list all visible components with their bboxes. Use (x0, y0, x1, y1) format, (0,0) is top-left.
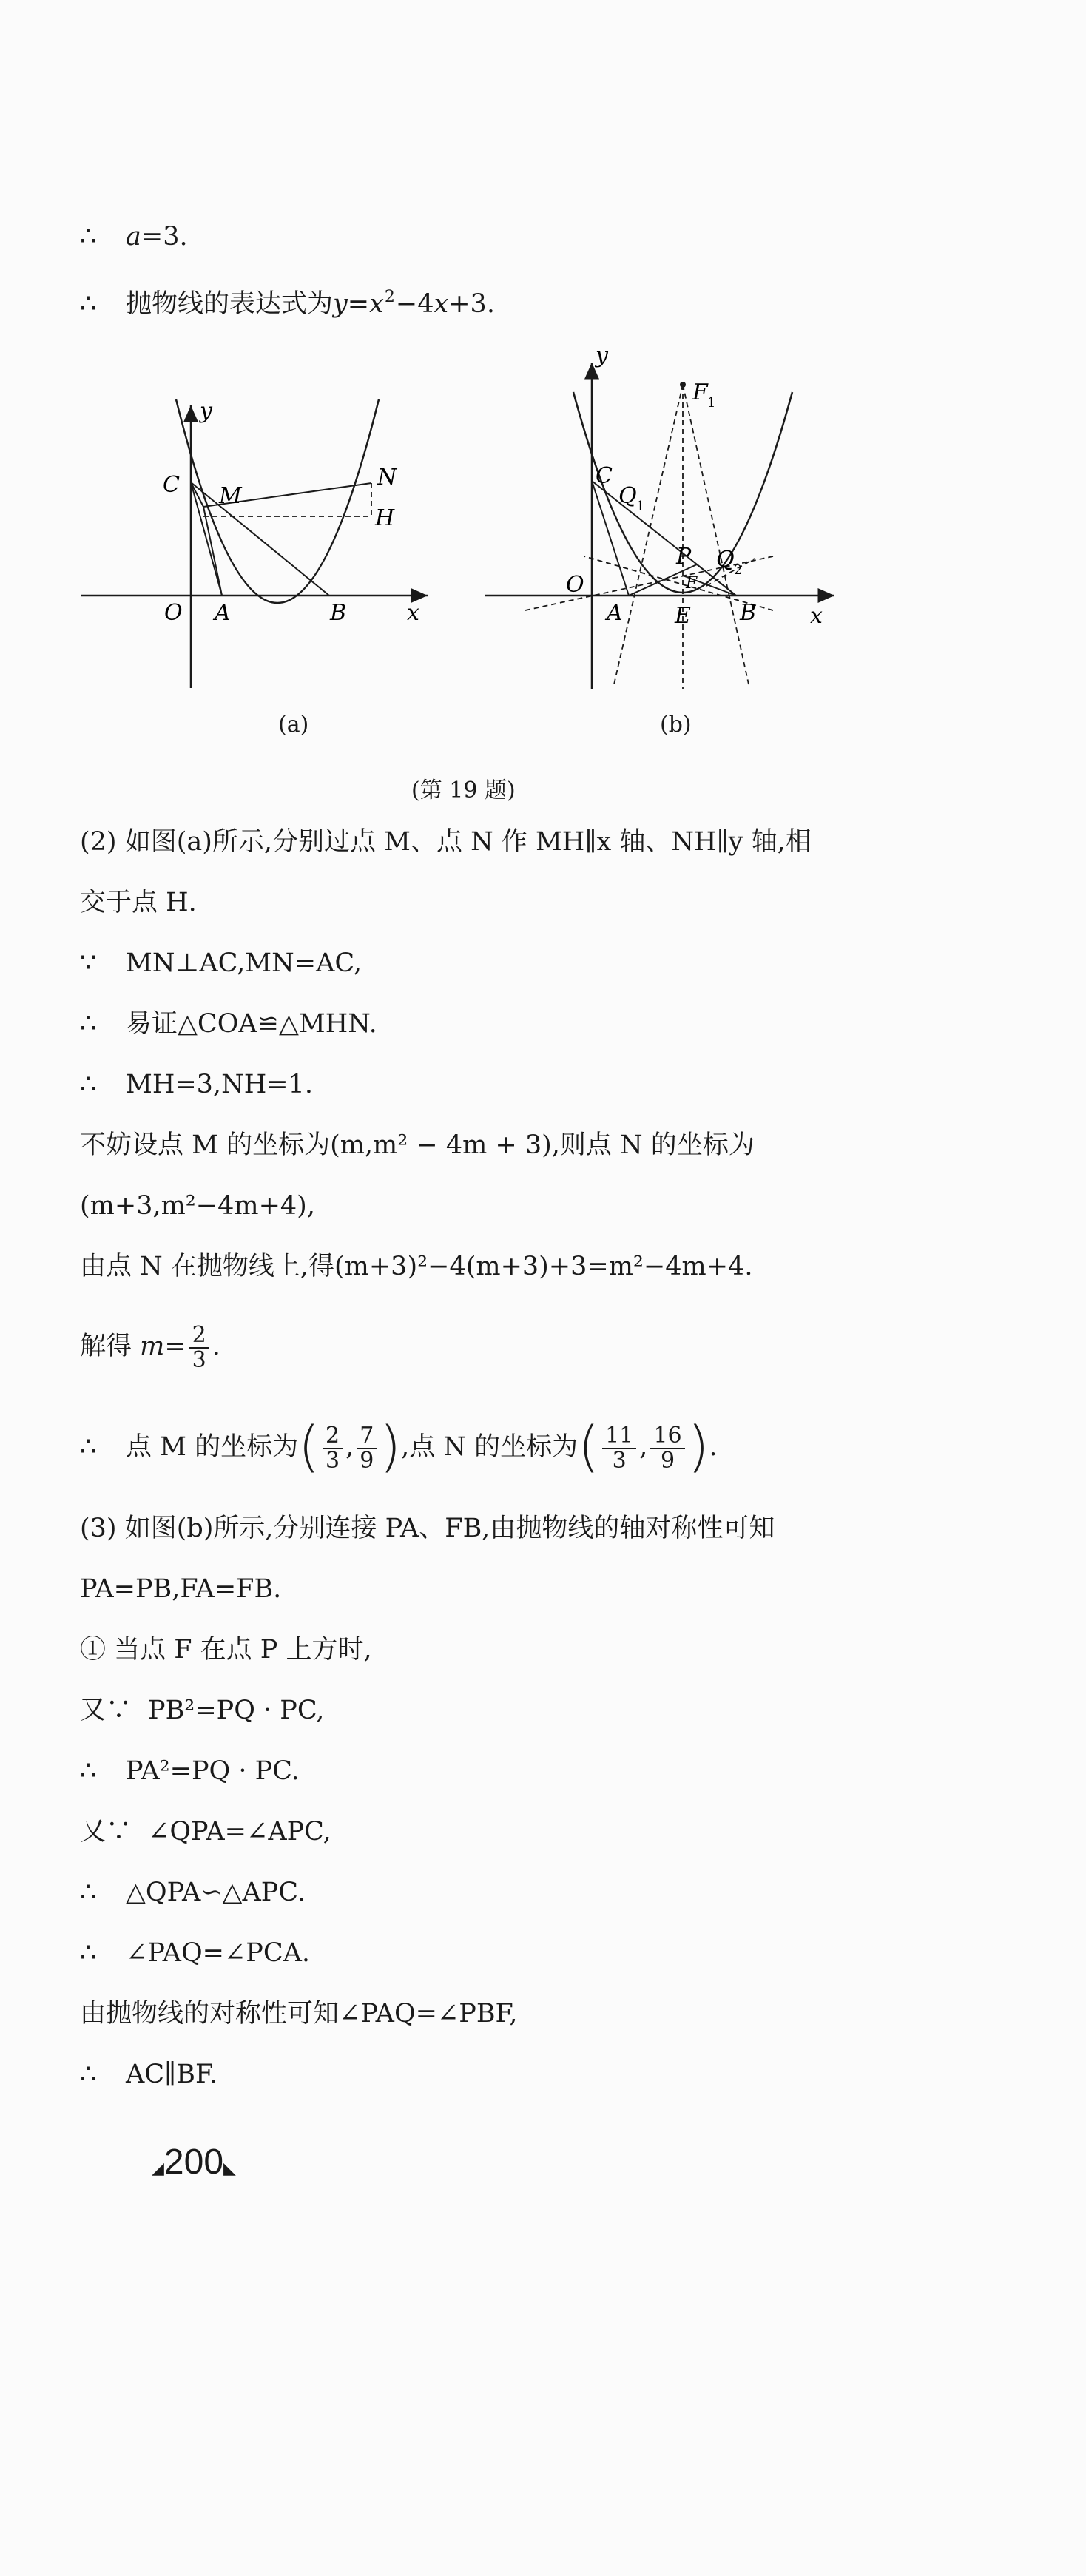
therefore-symbol: ∴ (80, 1432, 97, 1462)
therefore-symbol: ∴ (80, 1070, 97, 1099)
label-C: C (596, 463, 613, 489)
denominator: 9 (660, 1447, 675, 1474)
term: −4 (395, 289, 434, 319)
paren: ) (380, 1415, 402, 1479)
fraction (323, 1424, 343, 1473)
p2-line-10: ∴ 点 M 的坐标为( $\frac{2}{3}$ , $\frac{7}{9}$ ),点 N 的坐标为( $\frac{11}{3}$ , $\frac{16}{9}$ ). (80, 1415, 718, 1479)
statement-text: MH=3,NH=1. (126, 1070, 313, 1099)
therefore-symbol: ∴ (80, 1009, 97, 1039)
label-A: A (607, 600, 623, 626)
numerator: 2 (189, 1324, 209, 1349)
statement-text: PA²=PQ · PC. (126, 1756, 300, 1786)
fraction (357, 1424, 377, 1473)
label-B: B (740, 600, 757, 626)
paren: ( (298, 1415, 320, 1479)
fraction-m (189, 1321, 209, 1373)
label-E: E (675, 603, 691, 629)
p3-line-10 (80, 2055, 217, 2094)
label-M: M (219, 483, 242, 509)
statement-text: MN⊥AC,MN=AC, (126, 948, 362, 978)
figure-a-caption: (a) (278, 712, 309, 738)
line-parabola-expression (80, 278, 495, 323)
therefore-symbol: ∴ (80, 222, 97, 252)
triangle-left-icon: ◢ (152, 2159, 164, 2177)
p3-line-5 (80, 1752, 300, 1790)
line-a-equals-3 (80, 218, 188, 256)
label-O: O (164, 600, 183, 626)
statement-text: 又 (80, 1817, 107, 1847)
triangle-right-icon: ◣ (223, 2159, 236, 2177)
label-y: y (596, 348, 608, 368)
p2-line-7: (m+3,m²−4m+4), (80, 1191, 315, 1221)
therefore-symbol: ∴ (80, 1878, 97, 1907)
figure-b (481, 348, 843, 703)
numerator: 11 (602, 1424, 636, 1449)
line-F1B-dashed (683, 385, 749, 684)
label-F1-subscript: 1 (707, 395, 716, 411)
statement-text: 解得 (80, 1332, 132, 1361)
p2-line-6: 不妨设点 M 的坐标为(m,m² − 4m + 3),则点 N 的坐标为 (80, 1130, 755, 1160)
denominator: 3 (325, 1447, 340, 1474)
p3-line-2: PA=PB,FA=FB. (80, 1574, 282, 1604)
statement-text: 点 M 的坐标为 (126, 1432, 299, 1462)
p2-line-3 (80, 944, 362, 982)
p3-line-6 (80, 1813, 331, 1851)
var-x: x (369, 289, 384, 319)
exponent: 2 (384, 288, 395, 306)
label-Q2-subscript: 2 (734, 562, 743, 578)
paren: ) (687, 1415, 709, 1479)
var-y: y (333, 289, 348, 319)
statement-text: PB²=PQ · PC, (148, 1696, 325, 1725)
p3-line-3: ① 当点 F 在点 P 上方时, (80, 1635, 372, 1665)
label-P: P (676, 544, 692, 570)
var-x: x (434, 289, 449, 319)
label-Q1-subscript: 1 (636, 499, 645, 514)
numerator: 2 (323, 1424, 343, 1449)
label-Q1: Q (618, 483, 637, 509)
because-symbol: ∵ (80, 948, 97, 978)
p3-line-8 (80, 1934, 310, 1972)
label-x: x (810, 603, 823, 629)
therefore-symbol: ∴ (80, 2060, 97, 2089)
statement-text: △QPA∽△APC. (126, 1878, 306, 1907)
because-symbol: ∵ (106, 1817, 132, 1847)
figure-b-caption: (b) (660, 712, 692, 738)
label-B: B (330, 600, 347, 626)
p2-line-5 (80, 1065, 313, 1104)
p3-line-7 (80, 1873, 306, 1912)
p3-line-4 (80, 1691, 325, 1730)
label-F: F (686, 574, 698, 593)
numerator: 16 (650, 1424, 684, 1449)
denominator: 3 (612, 1447, 627, 1474)
label-F1: F (692, 380, 708, 405)
because-symbol: ∵ (106, 1696, 132, 1725)
page-number-text: 200 (163, 2142, 224, 2182)
p2-line-1: (2) 如图(a)所示,分别过点 M、点 N 作 MH∥x 轴、NH∥y 轴,相 (80, 827, 812, 857)
statement-text: ∠QPA=∠APC, (148, 1817, 331, 1847)
label-C: C (163, 472, 180, 498)
therefore-symbol: ∴ (80, 1938, 97, 1968)
therefore-symbol: ∴ (80, 289, 97, 319)
segment-CA (191, 482, 222, 596)
eq-sign: = (347, 289, 370, 319)
var-m: m= (140, 1332, 186, 1361)
denominator: 3 (192, 1346, 206, 1373)
label-y: y (200, 398, 212, 424)
label-O: O (566, 572, 584, 598)
p3-line-1: (3) 如图(b)所示,分别连接 PA、FB,由抛物线的轴对称性可知 (80, 1514, 775, 1543)
denominator: 9 (360, 1447, 374, 1474)
figure-a (74, 385, 444, 703)
p2-line-4 (80, 1005, 377, 1043)
label-A: A (215, 600, 231, 626)
label-Q2: Q (716, 547, 735, 573)
p2-line-8: 由点 N 在抛物线上,得(m+3)²−4(m+3)+3=m²−4m+4. (80, 1252, 753, 1281)
paren: ( (578, 1415, 600, 1479)
page-number (152, 2142, 236, 2182)
statement-text: AC∥BF. (126, 2060, 217, 2089)
p3-line-9: 由抛物线的对称性可知∠PAQ=∠PBF, (80, 1999, 518, 2029)
expr-label: 抛物线的表达式为 (126, 289, 334, 319)
statement-text: ,点 N 的坐标为 (401, 1432, 579, 1462)
label-H: H (375, 505, 395, 531)
label-N: N (377, 465, 397, 490)
fraction (602, 1424, 636, 1473)
point-F1 (680, 382, 686, 388)
fraction (650, 1424, 684, 1473)
p2-line-2: 交于点 H. (80, 888, 197, 917)
var-a: a (126, 222, 141, 252)
statement-text: 又 (80, 1696, 107, 1725)
eq-text: =3. (141, 222, 188, 252)
p2-line-9: 解得 m= $\frac{2}{3}$ . (80, 1321, 220, 1373)
figure-caption: (第 19 题) (411, 778, 516, 803)
statement-text: ∠PAQ=∠PCA. (126, 1938, 311, 1968)
statement-text: 易证△COA≌△MHN. (126, 1009, 377, 1039)
therefore-symbol: ∴ (80, 1756, 97, 1786)
parabola-curve (176, 399, 379, 603)
label-x: x (407, 600, 419, 626)
numerator: 7 (357, 1424, 377, 1449)
term: +3. (448, 289, 495, 319)
